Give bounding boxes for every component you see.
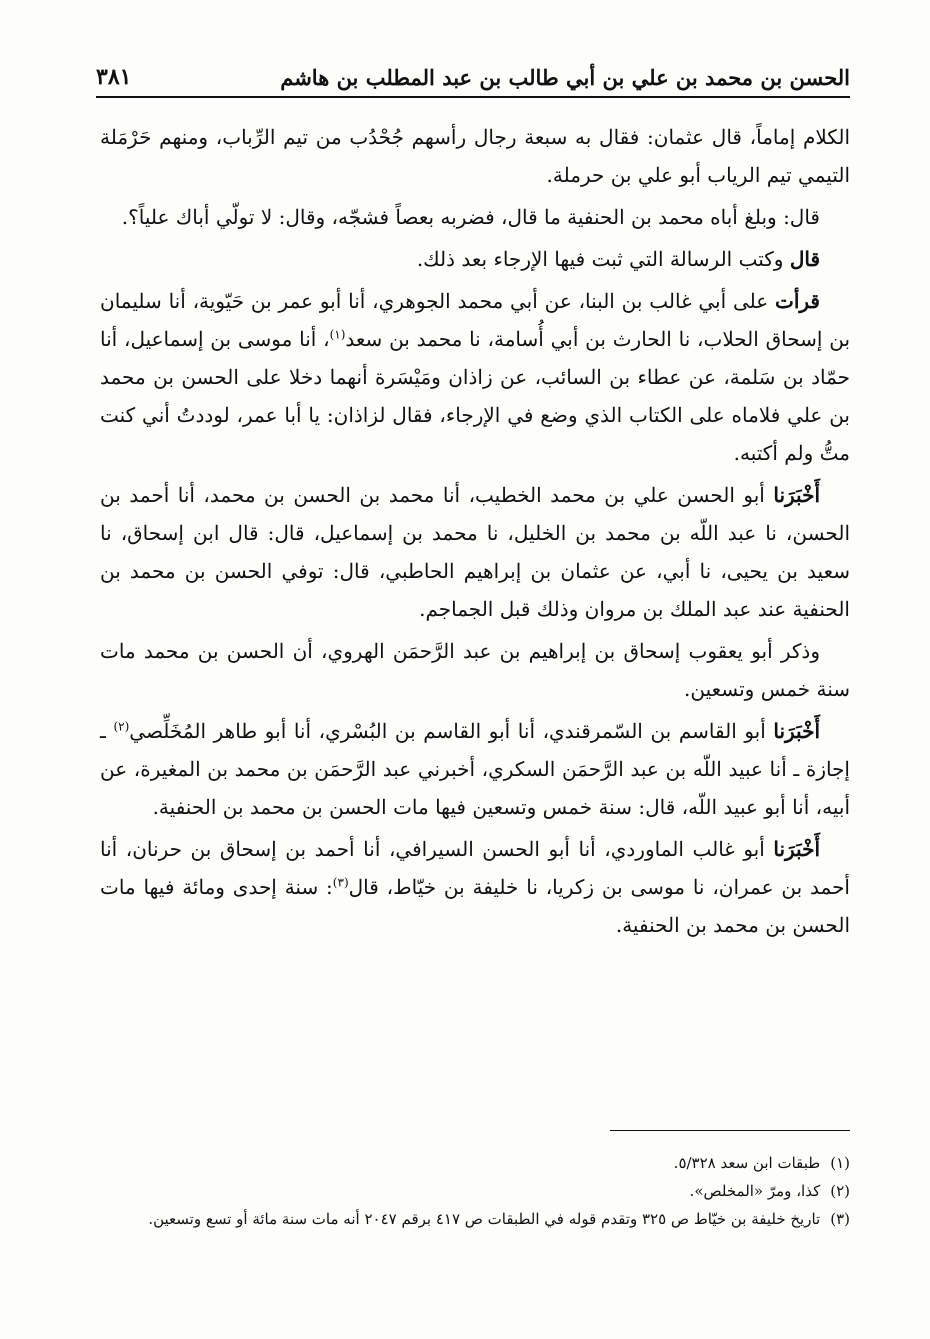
footnote-3 xyxy=(100,1206,850,1232)
footnote-text: تاريخ خليفة بن خيّاط ص ٣٢٥ وتقدم قوله في الطبقات ص ٤١٧ برقم ٢٠٤٧ أنه مات سنة مائة أو تسع وتسعين. xyxy=(148,1210,821,1228)
footnote-1 xyxy=(100,1150,850,1176)
paragraph-lead-word: أَخْبَرَنا xyxy=(773,483,820,507)
paragraph-lead-word: قرأت xyxy=(775,289,820,313)
page-number: ٣٨١ xyxy=(96,64,132,90)
footnote-2 xyxy=(100,1178,850,1204)
paragraph-7 xyxy=(100,712,850,826)
paragraph-4 xyxy=(100,282,850,472)
paragraph-lead-word: أَخْبَرَنا xyxy=(773,837,820,861)
footnote-rule xyxy=(610,1130,850,1131)
footnote-ref-1[interactable]: (١) xyxy=(329,327,346,342)
paragraph-4-text-a: على أبي غالب بن البنا، عن أبي محمد الجوهري، أنا أبو عمر بن حَيّوية، أنا سليمان بن إسحاق الحلاب، نا الحارث بن أبي أُسامة، نا محمد بن سعد xyxy=(100,289,851,351)
paragraph-1: الكلام إماماً، قال عثمان: فقال به سبعة رجال رأسهم جُحْدُب من تيم الرِّباب، ومنهم حَرْمَلة التيمي تيم الرياب أبو علي بن حرملة. xyxy=(100,125,851,187)
paragraph-7-text-a: أبو القاسم بن السّمرقندي، أنا أبو القاسم بن البُسْري، أنا أبو طاهر المُخَلِّصي xyxy=(129,719,774,743)
paragraph-2: قال: وبلغ أباه محمد بن الحنفية ما قال، فضربه بعصاً فشجّه، وقال: لا تولّي أباك علياً؟. xyxy=(121,205,820,229)
paragraph-8-text-a: أبو غالب الماوردي، أنا أبو الحسن السيرافي، أنا أحمد بن إسحاق بن حرنان، أنا أحمد بن عمران، نا موسى بن زكريا، نا خليفة بن خيّاط، قال xyxy=(100,837,850,899)
paragraph-5 xyxy=(100,476,850,628)
footnote-text: طبقات ابن سعد ٥/٣٢٨. xyxy=(673,1154,821,1172)
paragraph-8-text-b: : سنة إحدى ومائة فيها مات الحسن بن محمد بن الحنفية. xyxy=(100,875,850,937)
paragraph-3-text: وكتب الرسالة التي ثبت فيها الإرجاء بعد ذلك. xyxy=(416,247,790,271)
paragraph-7-text-b: ـ إجازة ـ أنا عبيد اللّه بن عبد الرَّحمَن السكري، أخبرني عبد الرَّحمَن بن محمد بن المغيرة، عن أبيه، أنا أبو عبيد اللّه، قال: سنة خمس وتسعين فيها مات الحسن بن محمد بن الحنفية. xyxy=(100,719,850,819)
footnote-number: (٢) xyxy=(830,1182,850,1200)
footnote-ref-2[interactable]: (٢) xyxy=(113,719,130,734)
page-header xyxy=(96,58,850,90)
main-text xyxy=(100,118,850,948)
paragraph-3 xyxy=(100,240,850,278)
paragraph-6: وذكر أبو يعقوب إسحاق بن إبراهيم بن عبد الرَّحمَن الهروي، أن الحسن بن محمد مات سنة خمس وتسعين. xyxy=(100,639,850,701)
footnote-text: كذا، ومرّ «المخلص». xyxy=(689,1182,821,1200)
footnote-number: (٣) xyxy=(830,1210,850,1228)
paragraph-8 xyxy=(100,830,850,944)
paragraph-lead-word: أَخْبَرَنا xyxy=(773,719,821,743)
paragraph-4-text-b: ، أنا موسى بن إسماعيل، أنا حمّاد بن سَلمة، عن عطاء بن السائب، عن زاذان ومَيْسَرة أنهما دخلا على الحسن بن محمد بن علي فلاماه على الكتاب الذي وضع في الإرجاء، فقال لزاذان: يا أبا عمر، لوددتُ أني كنت متُّ ولم أكتبه. xyxy=(100,327,850,465)
running-title: الحسن بن محمد بن علي بن أبي طالب بن عبد المطلب بن هاشم xyxy=(280,65,850,90)
header-rule xyxy=(96,96,850,98)
footnote-ref-3[interactable]: (٣) xyxy=(332,875,349,890)
paragraph-5-text: أبو الحسن علي بن محمد الخطيب، أنا محمد بن الحسن بن محمد، أنا أحمد بن الحسن، نا عبد اللّه بن محمد بن الخليل، نا محمد بن إسماعيل، قال: قال ابن إسحاق، نا سعيد بن يحيى، نا أبي، عن عثمان بن إبراهيم الحاطبي، قال: توفي الحسن بن محمد بن الحنفية عند عبد الملك بن مروان وذلك قبل الجماجم. xyxy=(100,483,850,621)
footnote-number: (١) xyxy=(830,1154,850,1172)
paragraph-lead-word: قال xyxy=(789,247,820,271)
footnotes xyxy=(100,1150,850,1234)
